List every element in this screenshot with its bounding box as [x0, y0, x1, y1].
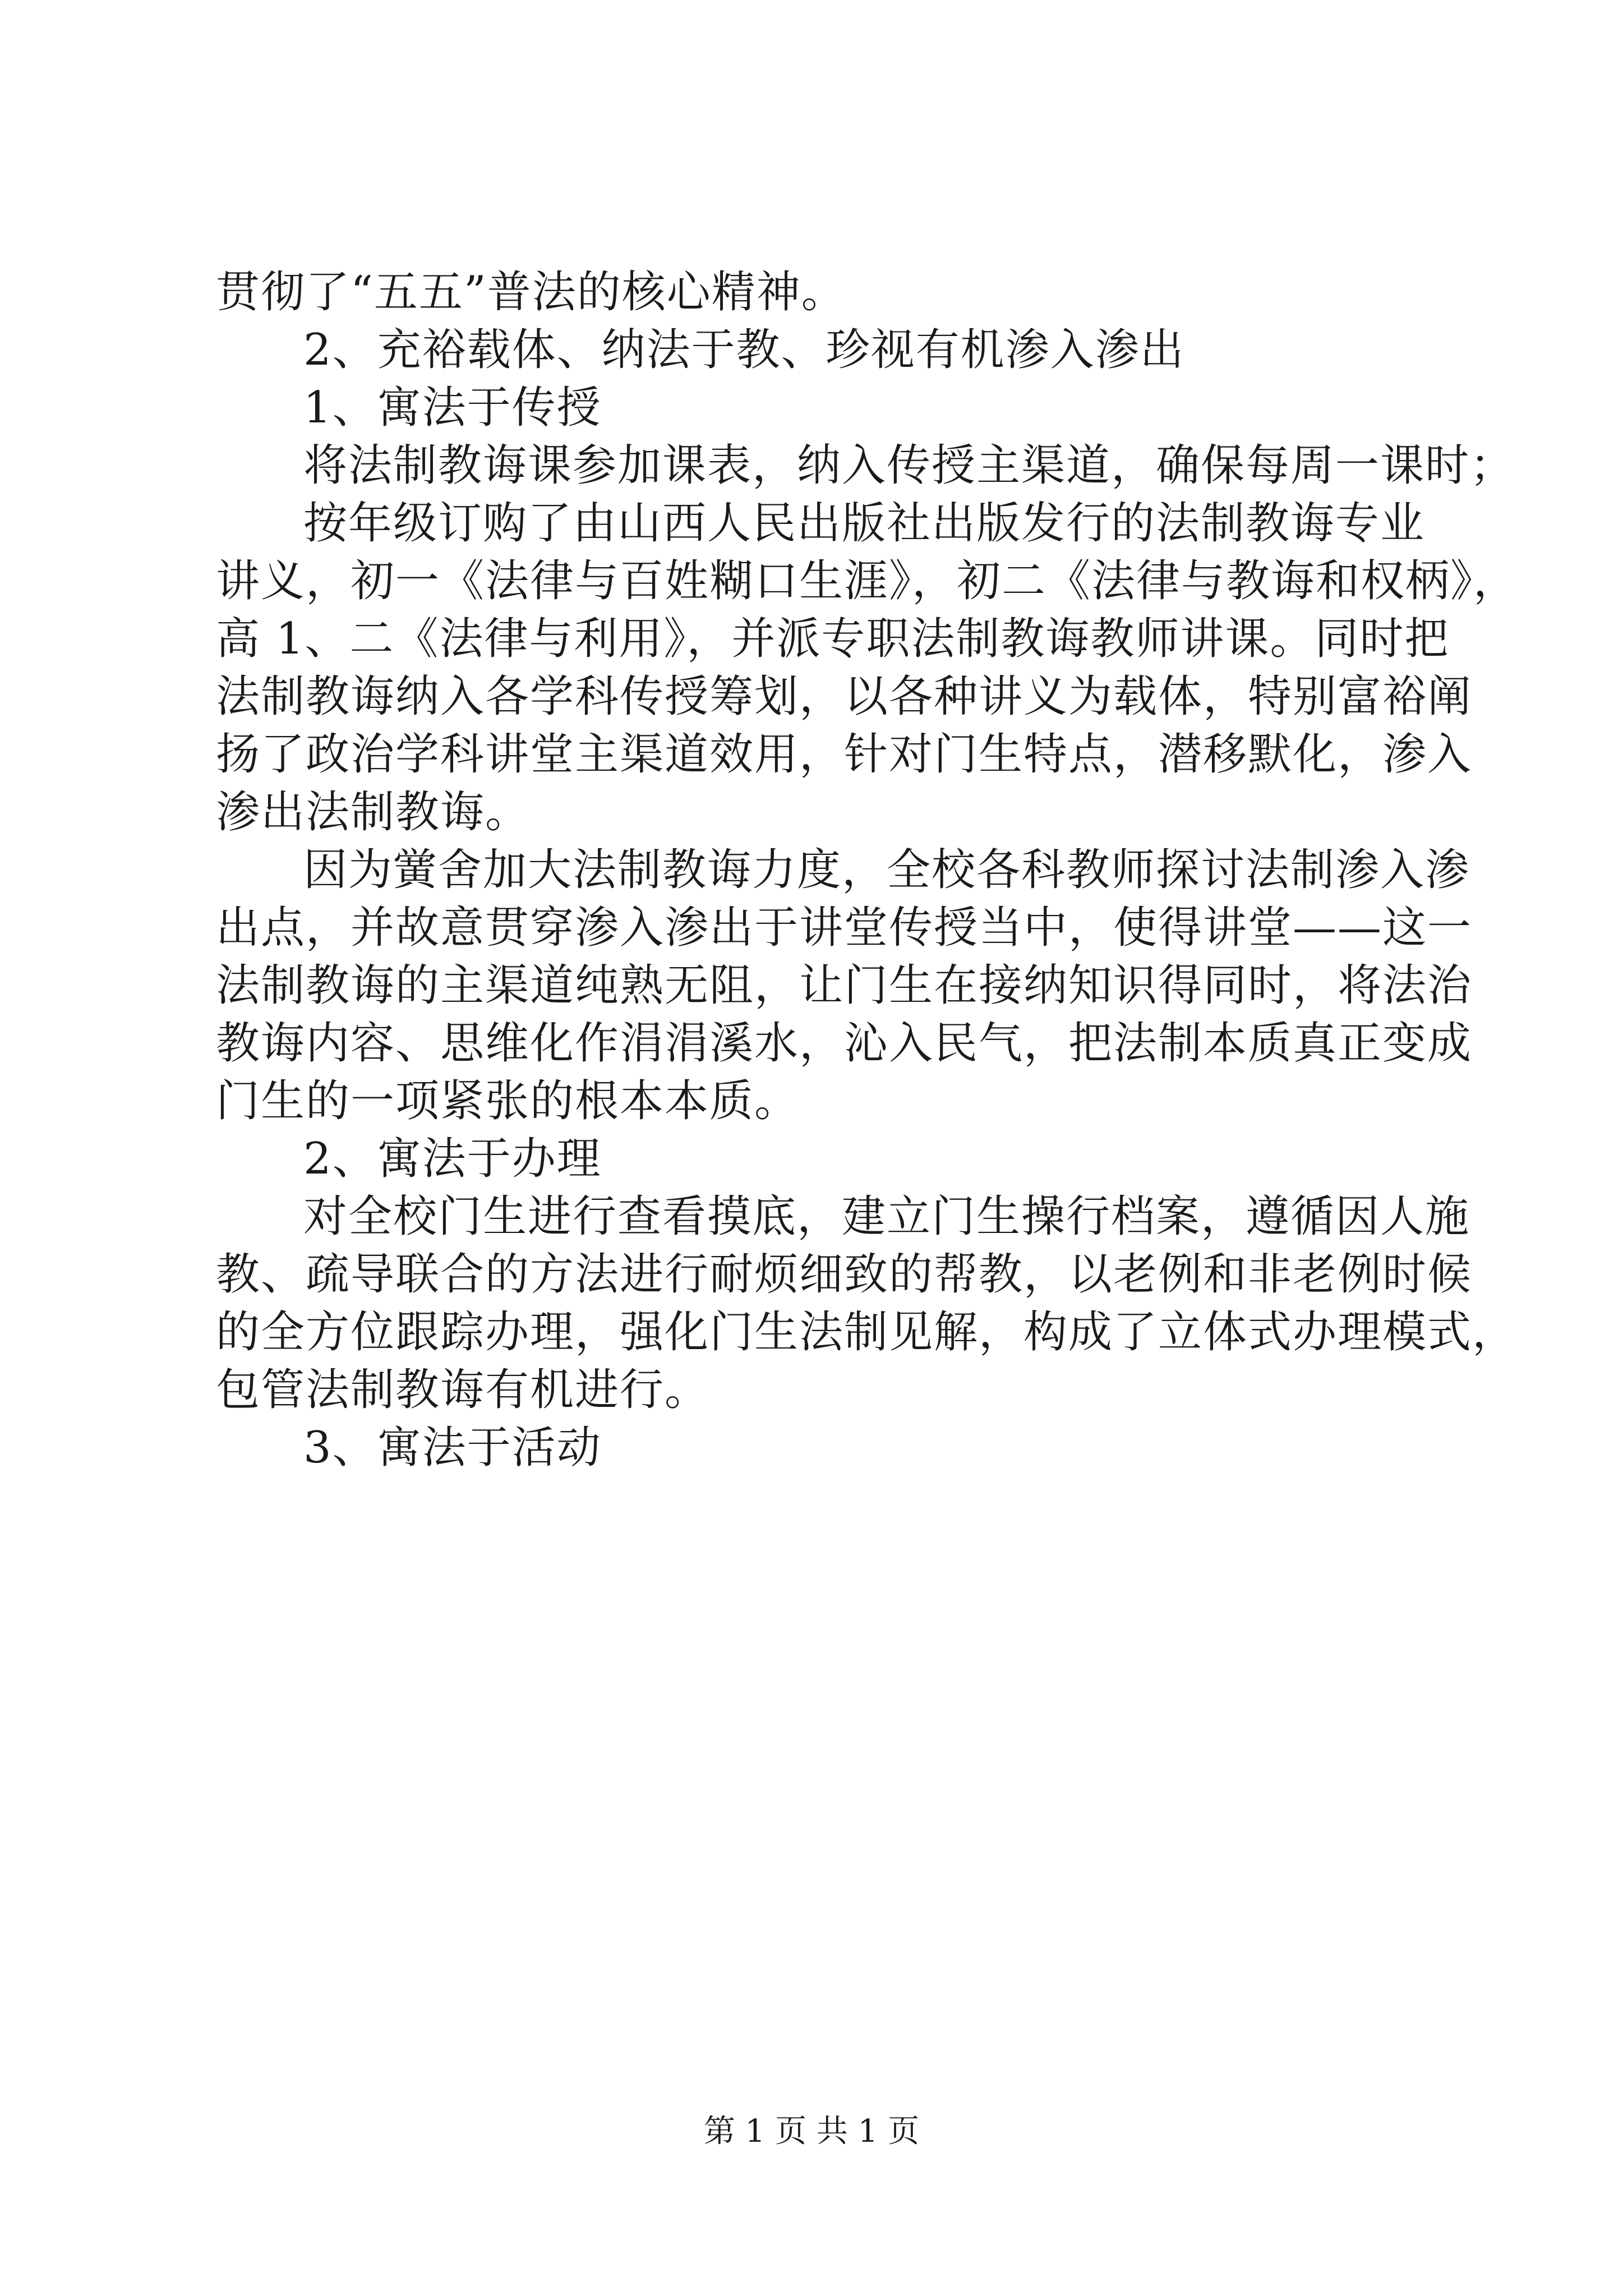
- paragraph-line: 因为黉舍加大法制教诲力度，全校各科教师探讨法制渗入渗: [303, 845, 1470, 895]
- subsection-heading: 2、寓法于办理: [303, 1134, 602, 1184]
- paragraph-line: 门生的一项紧张的根本本质。: [216, 1076, 800, 1126]
- subsection-heading: 1、寓法于传授: [303, 383, 602, 433]
- paragraph-line: 高 1、二《法律与利用》，并派专职法制教诲教师讲课。同时把: [216, 614, 1450, 664]
- paragraph-line: 包管法制教诲有机进行。: [216, 1365, 710, 1415]
- paragraph-line: 的全方位跟踪办理，强化门生法制见解，构成了立体式办理模式，: [216, 1307, 1518, 1358]
- paragraph-line: 将法制教诲课参加课表，纳入传授主渠道，确保每周一课时；: [303, 440, 1515, 491]
- section-heading: 2、充裕载体、纳法于教、珍视有机渗入渗出: [303, 325, 1185, 375]
- subsection-heading: 3、寓法于活动: [303, 1423, 602, 1473]
- paragraph-line: 教、疏导联合的方法进行耐烦细致的帮教，以老例和非老例时候: [216, 1249, 1473, 1300]
- paragraph-line: 扬了政治学科讲堂主渠道效用，针对门生特点，潜移默化，渗入: [216, 729, 1473, 780]
- paragraph-line: 法制教诲纳入各学科传授筹划，以各种讲义为载体，特别富裕阐: [216, 671, 1473, 722]
- page-number-label: 第 1 页 共 1 页: [703, 2113, 920, 2150]
- paragraph-line: 教诲内容、思维化作涓涓溪水，沁入民气，把法制本质真正变成: [216, 1018, 1473, 1069]
- paragraph-line: 按年级订购了由山西人民出版社出版发行的法制教诲专业: [303, 498, 1426, 549]
- paragraph-line: 贯彻了“五五”普法的核心精神。: [216, 267, 846, 318]
- document-body: [216, 264, 1519, 1477]
- paragraph-line: 对全校门生进行查看摸底，建立门生操行档案，遵循因人施: [303, 1191, 1470, 1242]
- paragraph-line: 出点，并故意贯穿渗入渗出于讲堂传授当中，使得讲堂——这一: [216, 903, 1473, 953]
- paragraph-line: 渗出法制教诲。: [216, 787, 531, 838]
- paragraph-line: 法制教诲的主渠道纯熟无阻，让门生在接纳知识得同时，将法治: [216, 960, 1473, 1011]
- page-footer: [0, 2112, 1623, 2151]
- paragraph-line: 讲义，初一《法律与百姓糊口生涯》，初二《法律与教诲和权柄》，: [216, 556, 1519, 606]
